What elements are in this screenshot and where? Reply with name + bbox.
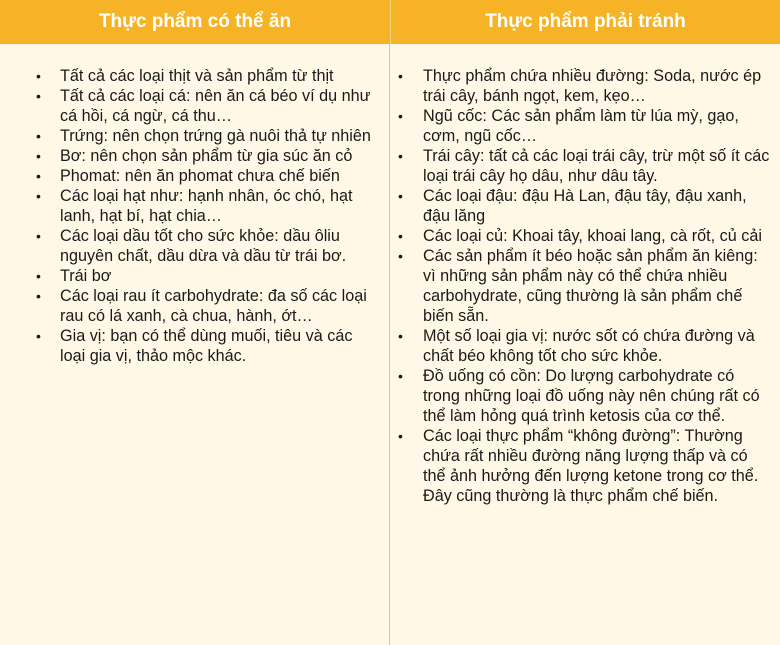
bullet-icon: • (36, 168, 41, 184)
bullet-icon: • (398, 108, 403, 124)
avoid-food-item (398, 146, 770, 186)
avoid-food-item-text: Đồ uống có cồn: Do lượng carbohydrate có trong những loại đồ uống này nên chúng rất có thể làm hỏng quá trình ketosis của cơ thể. (423, 367, 760, 425)
allowed-food-item (30, 86, 377, 126)
bullet-icon: • (398, 148, 403, 164)
bullet-icon: • (398, 368, 403, 384)
bullet-icon: • (36, 188, 41, 204)
bullet-icon: • (36, 68, 41, 84)
allowed-food-item (30, 166, 377, 186)
allowed-food-item-text: Các loại hạt như: hạnh nhân, óc chó, hạt lanh, hạt bí, hạt chia… (60, 187, 353, 225)
allowed-food-item (30, 266, 377, 286)
allowed-food-item (30, 126, 377, 146)
allowed-food-item (30, 226, 377, 266)
allowed-food-item (30, 186, 377, 226)
allowed-food-item-text: Trứng: nên chọn trứng gà nuôi thả tự nhiên (60, 127, 371, 145)
bullet-icon: • (398, 188, 403, 204)
header-allowed-foods: Thực phẩm có thể ăn (0, 0, 391, 44)
avoid-food-item-text: Thực phẩm chứa nhiều đường: Soda, nước ép trái cây, bánh ngọt, kem, kẹo… (423, 67, 762, 105)
allowed-food-item-text: Tất cả các loại cá: nên ăn cá béo ví dụ như cá hồi, cá ngừ, cá thu… (60, 87, 371, 125)
bullet-icon: • (398, 248, 403, 264)
allowed-food-item (30, 66, 377, 86)
avoid-food-item-text: Một số loại gia vị: nước sốt có chứa đường và chất béo không tốt cho sức khỏe. (423, 327, 755, 365)
avoid-food-item (398, 366, 770, 426)
bullet-icon: • (398, 228, 403, 244)
allowed-food-item (30, 326, 377, 366)
bullet-icon: • (36, 328, 41, 344)
avoid-food-item (398, 66, 770, 106)
bullet-icon: • (36, 288, 41, 304)
avoid-food-item (398, 326, 770, 366)
allowed-food-item-text: Tất cả các loại thịt và sản phẩm từ thịt (60, 67, 334, 85)
avoid-food-item-text: Các loại thực phẩm “không đường”: Thường chứa rất nhiều đường năng lượng thấp và có thể ảnh hưởng đến lượng ketone trong cơ thể. Đây cũng thường là thực phẩm chế biến. (423, 427, 759, 505)
bullet-icon: • (36, 128, 41, 144)
bullet-icon: • (398, 68, 403, 84)
table-header (0, 0, 780, 44)
avoid-food-item-text: Ngũ cốc: Các sản phẩm làm từ lúa mỳ, gạo, cơm, ngũ cốc… (423, 107, 739, 145)
avoid-food-item (398, 106, 770, 146)
avoid-food-item (398, 226, 770, 246)
bullet-icon: • (36, 228, 41, 244)
avoid-food-item-text: Các loại đậu: đậu Hà Lan, đậu tây, đậu xanh, đậu lăng (423, 187, 747, 225)
allowed-food-item-text: Phomat: nên ăn phomat chưa chế biến (60, 167, 340, 185)
bullet-icon: • (36, 88, 41, 104)
allowed-food-item-text: Các loại rau ít carbohydrate: đa số các loại rau có lá xanh, cà chua, hành, ớt… (60, 287, 367, 325)
allowed-food-item-text: Gia vị: bạn có thể dùng muối, tiêu và các loại gia vị, thảo mộc khác. (60, 327, 353, 365)
allowed-food-item (30, 286, 377, 326)
allowed-food-item (30, 146, 377, 166)
avoid-food-item (398, 186, 770, 226)
bullet-icon: • (398, 428, 403, 444)
avoid-foods-column (390, 44, 780, 645)
allowed-foods-list (30, 66, 377, 366)
table-body (0, 44, 780, 645)
allowed-food-item-text: Bơ: nên chọn sản phẩm từ gia súc ăn cỏ (60, 147, 353, 165)
bullet-icon: • (36, 148, 41, 164)
avoid-foods-list (398, 66, 770, 506)
allowed-food-item-text: Trái bơ (60, 267, 112, 285)
avoid-food-item (398, 246, 770, 326)
allowed-foods-column (0, 44, 390, 645)
bullet-icon: • (36, 268, 41, 284)
bullet-icon: • (398, 328, 403, 344)
avoid-food-item-text: Các loại củ: Khoai tây, khoai lang, cà rốt, củ cải (423, 227, 762, 245)
header-avoid-foods: Thực phẩm phải tránh (485, 11, 686, 32)
avoid-food-item-text: Trái cây: tất cả các loại trái cây, trừ một số ít các loại trái cây họ dâu, như dâu tây. (423, 147, 770, 185)
allowed-food-item-text: Các loại dầu tốt cho sức khỏe: dầu ôliu nguyên chất, dầu dừa và dầu từ trái bơ. (60, 227, 347, 265)
avoid-food-item-text: Các sản phẩm ít béo hoặc sản phẩm ăn kiêng: vì những sản phẩm này có thể chứa nhiều carbohydrate, cũng thường là sản phẩm chế biến sẵn. (423, 247, 758, 325)
avoid-food-item (398, 426, 770, 506)
